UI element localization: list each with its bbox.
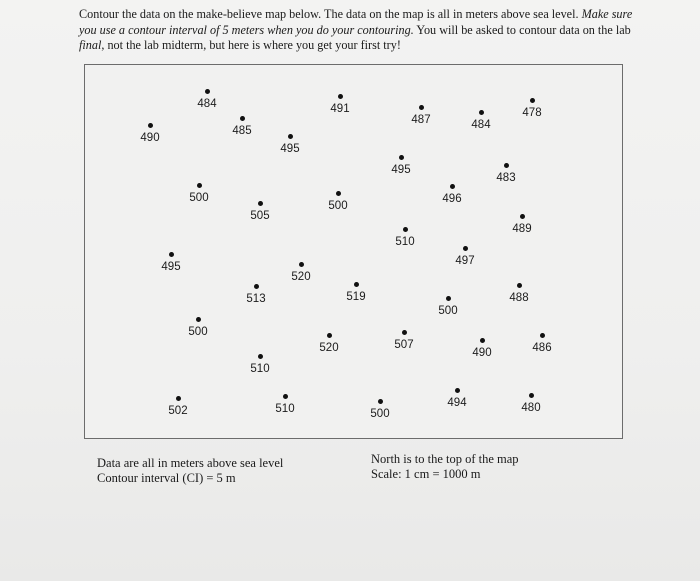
map-legend-left [97,456,283,486]
elevation-label: 510 [250,363,270,375]
elevation-label: 520 [291,271,311,283]
elevation-label: 519 [346,291,366,303]
instructions-paragraph [79,7,639,54]
elevation-label: 500 [370,408,390,420]
elevation-label: 486 [532,342,552,354]
elevation-label: 490 [140,132,160,144]
scale-note: Scale: 1 cm = 1000 m [371,467,481,481]
point-marker-icon [299,262,304,267]
elevation-label: 495 [280,143,300,155]
point-marker-icon [529,393,534,398]
point-marker-icon [254,284,259,289]
north-note: North is to the top of the map [371,452,519,466]
point-marker-icon [148,123,153,128]
instructions-text-1: Contour the data on the make-believe map below. The data on the map is all in meters above sea level. [79,7,582,21]
point-marker-icon [403,227,408,232]
elevation-label: 495 [391,164,411,176]
point-marker-icon [283,394,288,399]
elevation-map [84,64,623,439]
point-marker-icon [327,333,332,338]
point-marker-icon [480,338,485,343]
point-marker-icon [205,89,210,94]
elevation-label: 497 [455,255,475,267]
point-marker-icon [399,155,404,160]
point-marker-icon [517,283,522,288]
point-marker-icon [463,246,468,251]
map-legend-right [371,452,519,482]
elevation-label: 513 [246,293,266,305]
instructions-emphasis-final: final [79,38,102,52]
elevation-label: 491 [330,103,350,115]
elevation-label: 489 [512,223,532,235]
elevation-label: 510 [395,236,415,248]
point-marker-icon [354,282,359,287]
point-marker-icon [288,134,293,139]
point-marker-icon [338,94,343,99]
point-marker-icon [540,333,545,338]
elevation-label: 500 [189,192,209,204]
elevation-label: 502 [168,405,188,417]
elevation-label: 507 [394,339,414,351]
point-marker-icon [336,191,341,196]
elevation-label: 490 [472,347,492,359]
point-marker-icon [176,396,181,401]
point-marker-icon [240,116,245,121]
point-marker-icon [169,252,174,257]
instructions-emphasis-interval: Make sure you use a contour interval of 5 meters when you do your contouring. [79,7,633,37]
point-marker-icon [197,183,202,188]
point-marker-icon [402,330,407,335]
elevation-label: 478 [522,107,542,119]
elevation-label: 484 [471,119,491,131]
point-marker-icon [446,296,451,301]
point-marker-icon [419,105,424,110]
point-marker-icon [196,317,201,322]
point-marker-icon [258,201,263,206]
instructions-text-2: You will be asked to contour data on the lab [413,22,631,37]
point-marker-icon [455,388,460,393]
elevation-label: 495 [161,261,181,273]
data-note: Data are all in meters above sea level [97,456,284,470]
elevation-label: 484 [197,98,217,110]
point-marker-icon [530,98,535,103]
elevation-label: 505 [250,210,270,222]
elevation-label: 487 [411,114,431,126]
elevation-label: 500 [188,326,208,338]
elevation-label: 480 [521,402,541,414]
elevation-label: 510 [275,403,295,415]
point-marker-icon [450,184,455,189]
point-marker-icon [520,214,525,219]
point-marker-icon [258,354,263,359]
elevation-label: 520 [319,342,339,354]
elevation-label: 485 [232,125,252,137]
elevation-label: 500 [438,305,458,317]
point-marker-icon [479,110,484,115]
elevation-label: 500 [328,200,348,212]
contour-interval-note: Contour interval (CI) = 5 m [97,471,236,485]
elevation-label: 494 [447,397,467,409]
instructions-text-3: , not the lab midterm, but here is where you get your first try! [101,38,401,52]
elevation-label: 488 [509,292,529,304]
elevation-label: 496 [442,193,462,205]
point-marker-icon [378,399,383,404]
elevation-label: 483 [496,172,516,184]
point-marker-icon [504,163,509,168]
